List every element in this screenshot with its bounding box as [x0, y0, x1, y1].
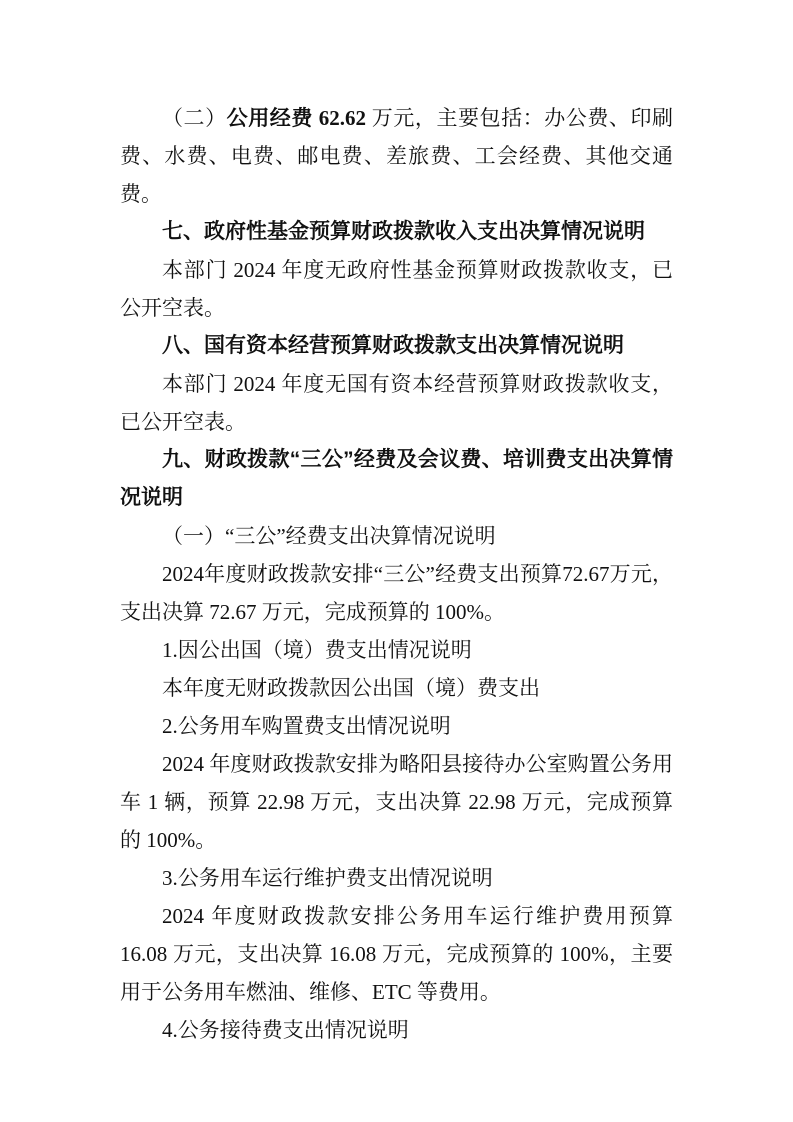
subsection-1-title: （一）“三公”经费支出决算情况说明 — [162, 524, 496, 548]
item-3-body: 2024 年度财政拨款安排公务用车运行维护费用预算 16.08 万元，支出决算 16.08 万元，完成预算的 100%，主要用于公务用车燃油、维修、ETC 等费用。 — [120, 904, 673, 1004]
item-1-title: 1.因公出国（境）费支出情况说明 — [162, 638, 472, 662]
item-2-body: 2024 年度财政拨款安排为略阳县接待办公室购置公务用车 1 辆，预算 22.98 万元，支出决算 22.98 万元，完成预算的 100%。 — [120, 752, 673, 852]
paragraph-public-expense-amount: 公用经费 62.62 — [226, 106, 366, 130]
heading-section-9: 九、财政拨款“三公”经费及会议费、培训费支出决算情况说明 — [120, 448, 673, 509]
paragraph-section-7-body: 本部门 2024 年度无政府性基金预算财政拨款收支，已公开空表。 — [120, 258, 673, 320]
heading-section-8: 八、国有资本经营预算财政拨款支出决算情况说明 — [162, 334, 624, 357]
paragraph-public-expense-prefix: （二） — [162, 106, 227, 130]
paragraph-public-expense — [120, 99, 673, 213]
paragraph-public-expense-detail: 万元，主要包括：办公费、印刷费、水费、电费、邮电费、差旅费、工会经费、其他交通费。 — [120, 106, 674, 206]
paragraph-section-8-body: 本部门 2024 年度无国有资本经营预算财政拨款收支，已公开空表。 — [120, 372, 673, 434]
item-2-title: 2.公务用车购置费支出情况说明 — [162, 714, 451, 738]
subsection-1-body: 2024年度财政拨款安排“三公”经费支出预算72.67万元，支出决算 72.67 万元，完成预算的 100%。 — [120, 562, 673, 624]
heading-section-7: 七、政府性基金预算财政拨款收入支出决算情况说明 — [162, 220, 645, 243]
item-1-body: 本年度无财政拨款因公出国（境）费支出 — [162, 676, 540, 700]
item-3-title: 3.公务用车运行维护费支出情况说明 — [162, 866, 493, 890]
item-4-title: 4.公务接待费支出情况说明 — [162, 1018, 409, 1042]
